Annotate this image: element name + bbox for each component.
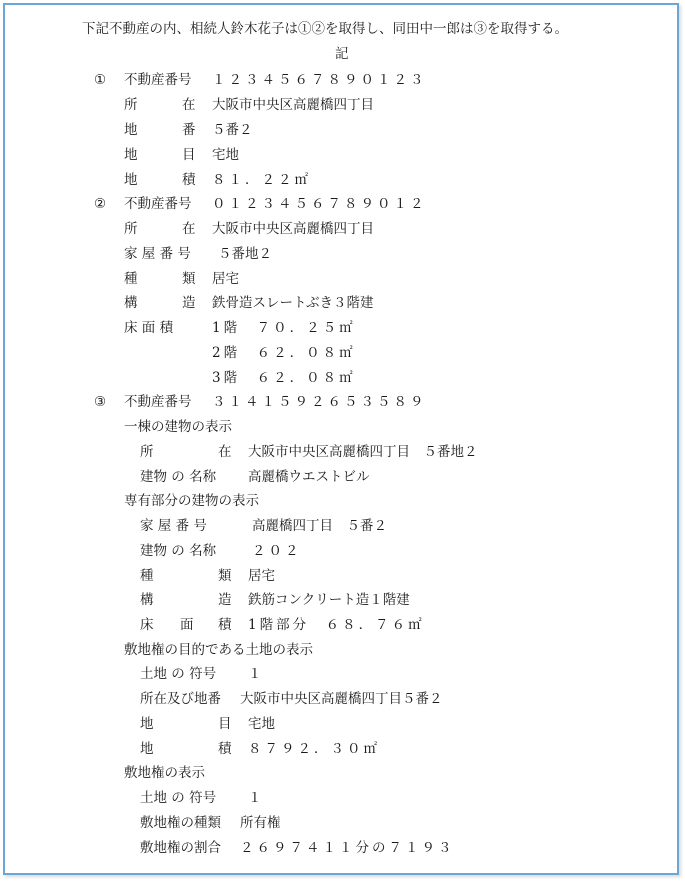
item3-unit-floor-value: 1階部分 ６８．７６㎡ xyxy=(248,617,425,633)
item1-marker: ① xyxy=(94,72,107,88)
item3-bldg-loc-label-b: 在 xyxy=(218,444,232,460)
item2-kind-label-a: 種 xyxy=(124,271,138,287)
ki-heading: 記 xyxy=(335,46,349,62)
item3-unit-struct-value: 鉄筋コンクリート造１階建 xyxy=(248,592,410,608)
item3-unit-floor-label-b: 面 xyxy=(180,617,194,633)
item3-land-heading: 敷地権の目的である土地の表示 xyxy=(124,642,313,658)
item3-unit-struct-label-a: 構 xyxy=(140,592,154,608)
item3-right-ratio-label: 敷地権の割合 xyxy=(140,840,221,856)
item1-area-label-a: 地 xyxy=(124,172,138,188)
item2-kind-label-b: 類 xyxy=(182,271,196,287)
item2-struct-value: 鉄骨造スレートぶき３階建 xyxy=(212,295,374,311)
item3-land-cat-label-b: 目 xyxy=(218,716,232,732)
item1-area-label-b: 積 xyxy=(182,172,196,188)
item3-unit-name-label: 建物 の 名称 xyxy=(140,543,217,559)
item3-bldg-loc-label-a: 所 xyxy=(140,444,154,460)
item2-struct-label-b: 造 xyxy=(182,295,196,311)
item3-land-sym-label: 土地 の 符号 xyxy=(140,666,217,682)
item2-houseno-value: ５番地２ xyxy=(218,246,272,262)
item3-right-sym-value: １ xyxy=(248,790,262,806)
item3-right-sym-label: 土地 の 符号 xyxy=(140,790,217,806)
item1-cat-label-a: 地 xyxy=(124,147,138,163)
item3-bldg-name-label: 建物 の 名称 xyxy=(140,469,217,485)
item3-unit-kind-label-b: 類 xyxy=(218,568,232,584)
item3-land-loc-label: 所在及び地番 xyxy=(140,691,221,707)
item3-unit-heading: 専有部分の建物の表示 xyxy=(124,493,259,509)
item2-loc-label-a: 所 xyxy=(124,221,138,237)
item3-right-ratio-value: ２６９７４１１分の７１９３ xyxy=(240,840,455,856)
item1-area-value: ８１．２２㎡ xyxy=(212,172,311,188)
item1-lot-value: ５番２ xyxy=(212,122,253,138)
item1-loc-value: 大阪市中央区高麗橋四丁目 xyxy=(212,97,374,113)
item2-kind-value: 居宅 xyxy=(212,271,239,287)
item3-land-sym-value: １ xyxy=(248,666,262,682)
item2-no-label: 不動産番号 xyxy=(124,196,192,212)
item2-houseno-label: 家 屋 番 号 xyxy=(124,246,191,262)
item3-land-area-label-a: 地 xyxy=(140,741,154,757)
item3-unit-houseno-label: 家 屋 番 号 xyxy=(140,518,207,534)
item1-cat-label-b: 目 xyxy=(182,147,196,163)
item3-unit-houseno-value: 高麗橋四丁目 ５番２ xyxy=(252,518,387,534)
item3-land-cat-value: 宅地 xyxy=(248,716,275,732)
item2-floor-1: 1階 ７０．２５㎡ xyxy=(212,320,356,336)
item2-struct-label-a: 構 xyxy=(124,295,138,311)
item3-marker: ③ xyxy=(94,394,107,410)
item3-land-loc-value: 大阪市中央区高麗橋四丁目５番２ xyxy=(240,691,443,707)
item3-right-type-value: 所有権 xyxy=(240,815,281,831)
item3-unit-floor-label-c: 積 xyxy=(218,617,232,633)
item2-floor-3: 3階 ６２．０８㎡ xyxy=(212,370,356,386)
item2-loc-label-b: 在 xyxy=(182,221,196,237)
item1-no-label: 不動産番号 xyxy=(124,72,192,88)
item3-land-area-value: ８７９２．３０㎡ xyxy=(248,741,380,757)
item2-marker: ② xyxy=(94,196,107,212)
item2-loc-value: 大阪市中央区高麗橋四丁目 xyxy=(212,221,374,237)
item3-bldg-heading: 一棟の建物の表示 xyxy=(124,419,232,435)
item1-lot-label-b: 番 xyxy=(182,122,196,138)
item3-unit-kind-value: 居宅 xyxy=(248,568,275,584)
item3-land-cat-label-a: 地 xyxy=(140,716,154,732)
item3-no-value: ３１４１５９２６５３５８９ xyxy=(212,394,427,410)
item1-lot-label-a: 地 xyxy=(124,122,138,138)
item1-loc-label-a: 所 xyxy=(124,97,138,113)
item3-bldg-loc-value: 大阪市中央区高麗橋四丁目 ５番地２ xyxy=(248,444,478,460)
item3-land-area-label-b: 積 xyxy=(218,741,232,757)
intro-text: 下記不動産の内、相続人鈴木花子は①②を取得し、同田中一郎は③を取得する。 xyxy=(82,21,568,37)
item3-bldg-name-value: 高麗橋ウエストビル xyxy=(248,469,370,485)
item2-floor-label: 床 面 積 xyxy=(124,320,174,336)
item3-right-type-label: 敷地権の種類 xyxy=(140,815,221,831)
item3-unit-struct-label-b: 造 xyxy=(218,592,232,608)
item1-cat-value: 宅地 xyxy=(212,147,239,163)
item2-floor-2: 2階 ６２．０８㎡ xyxy=(212,345,356,361)
item2-no-value: ０１２３４５６７８９０１２ xyxy=(212,196,427,212)
item3-unit-kind-label-a: 種 xyxy=(140,568,154,584)
item3-unit-name-value: ２０２ xyxy=(252,543,302,559)
item1-no-value: １２３４５６７８９０１２３ xyxy=(212,72,427,88)
item3-right-heading: 敷地権の表示 xyxy=(124,765,205,781)
item3-no-label: 不動産番号 xyxy=(124,394,192,410)
item3-unit-floor-label-a: 床 xyxy=(140,617,154,633)
item1-loc-label-b: 在 xyxy=(182,97,196,113)
